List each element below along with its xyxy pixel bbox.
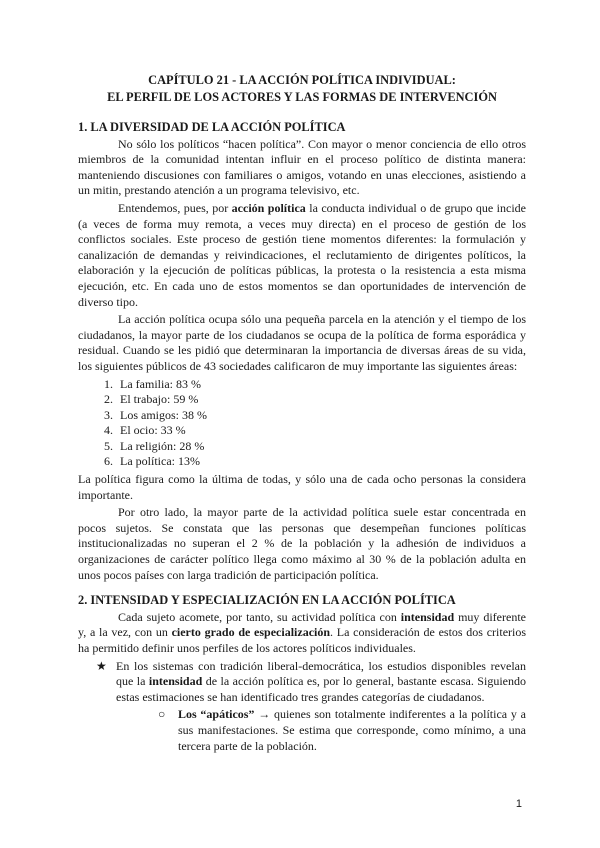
section-2-paragraph-1: [78, 610, 526, 657]
s2p1-bold-intensidad: intensidad: [400, 609, 455, 624]
s2p1-text-c: . La consideración de estos dos criterios ha permitido definir unos perfiles de los actores políticos individuales.: [78, 625, 527, 655]
p2-text-b: la conducta individual o de grupo que incide (a veces de forma muy remota, a veces muy directa) en el proceso de gestión de los conflictos sociales. Este proceso de gestión tiene momentos diferentes: la formulación y canalización de demandas y reivindicaciones, el reclutamiento de dirigentes políticos, la elaboración y la ejecución de políticas públicas, la protesta o la resistencia a esta misma ejecución, etc. En cada uno de estos momentos se dan oportunidades de intervención de diverso tipo.: [78, 200, 526, 309]
section-1-paragraph-1: No sólo los políticos “hacen política”. Con mayor o menor conciencia de ello otros miembros de la comunidad intentan influir en el proceso político de distinta manera: manteniendo discusiones con familiares o amigos, votando en unas elecciones, asistiendo a un mitin, prestando atención a un programa televisivo, etc.: [78, 136, 526, 198]
list-item: 6. La política: 13%: [116, 454, 526, 470]
circle-bold-term: Los “apáticos”: [178, 707, 255, 722]
section-2-heading: 2. INTENSIDAD Y ESPECIALIZACIÓN EN LA ACCIÓN POLÍTICA: [78, 593, 456, 608]
circle-bullet-icon: ○: [158, 707, 166, 722]
title-line-1: CAPÍTULO 21 - LA ACCIÓN POLÍTICA INDIVIDUAL:: [148, 73, 456, 87]
list-item: 4. El ocio: 33 %: [116, 423, 526, 439]
chapter-title: [78, 72, 526, 106]
s2p1-text-a: Cada sujeto acomete, por tanto, su actividad política con: [118, 609, 401, 624]
star-bullet-item: [78, 659, 526, 706]
section-1-paragraph-4: La política figura como la última de todas, y sólo una de cada ocho personas la considera importante.: [78, 472, 526, 502]
life-areas-list: [78, 377, 526, 471]
circle-text: → quienes son totalmente indiferentes a la política y a sus manifestaciones. Se estima que corresponde, como mínimo, a una tercera parte de la población.: [178, 707, 526, 753]
star-bold-term: intensidad: [148, 674, 203, 689]
list-item: 1. La familia: 83 %: [116, 377, 526, 393]
star-text-b: de la acción política es, por lo general, bastante escasa. Siguiendo estas estimaciones se han identificado tres grandes categorías de ciudadanos.: [116, 674, 526, 704]
circle-bullet-item: [78, 707, 526, 754]
section-1-heading: 1. LA DIVERSIDAD DE LA ACCIÓN POLÍTICA: [78, 120, 346, 134]
title-line-2: EL PERFIL DE LOS ACTORES Y LAS FORMAS DE INTERVENCIÓN: [107, 90, 497, 104]
s2p1-bold-especializacion: cierto grado de especialización: [171, 625, 331, 640]
s2p1-text-b: muy diferente y, a la vez, con un: [78, 609, 526, 640]
section-1-paragraph-2: [78, 201, 526, 310]
section-1-paragraph-5: Por otro lado, la mayor parte de la actividad política suele estar concentrada en pocos sujetos. Se constata que las personas que desempeñan funciones políticas institucionalizadas no superan el 2 % de la población y la adhesión de individuos a organizaciones de carácter político llega como máximo al 30 % de la población adulta en unos pocos países con larga tradición de participación política.: [78, 505, 526, 582]
list-item: 3. Los amigos: 38 %: [116, 408, 526, 424]
list-item: 5. La religión: 28 %: [116, 439, 526, 455]
p2-bold-term: acción política: [231, 200, 306, 215]
p2-text-a: Entendemos, pues, por: [118, 200, 232, 215]
page-number: 1: [515, 798, 522, 810]
star-text-a: En los sistemas con tradición liberal-democrática, los estudios disponibles revelan que la: [116, 658, 526, 689]
section-1-paragraph-3: La acción política ocupa sólo una pequeña parcela en la atención y el tiempo de los ciudadanos, la mayor parte de los ciudadanos se ocupa de la política de forma esporádica y residual. Cuando se les pidió que determinaran la importancia de diversas áreas de su vida, los siguientes públicos de 43 sociedades calificaron de muy importante las siguientes áreas:: [78, 312, 526, 373]
star-bullet-icon: ★: [96, 658, 107, 673]
list-item: 2. El trabajo: 59 %: [116, 392, 526, 408]
page-content: [78, 72, 526, 754]
